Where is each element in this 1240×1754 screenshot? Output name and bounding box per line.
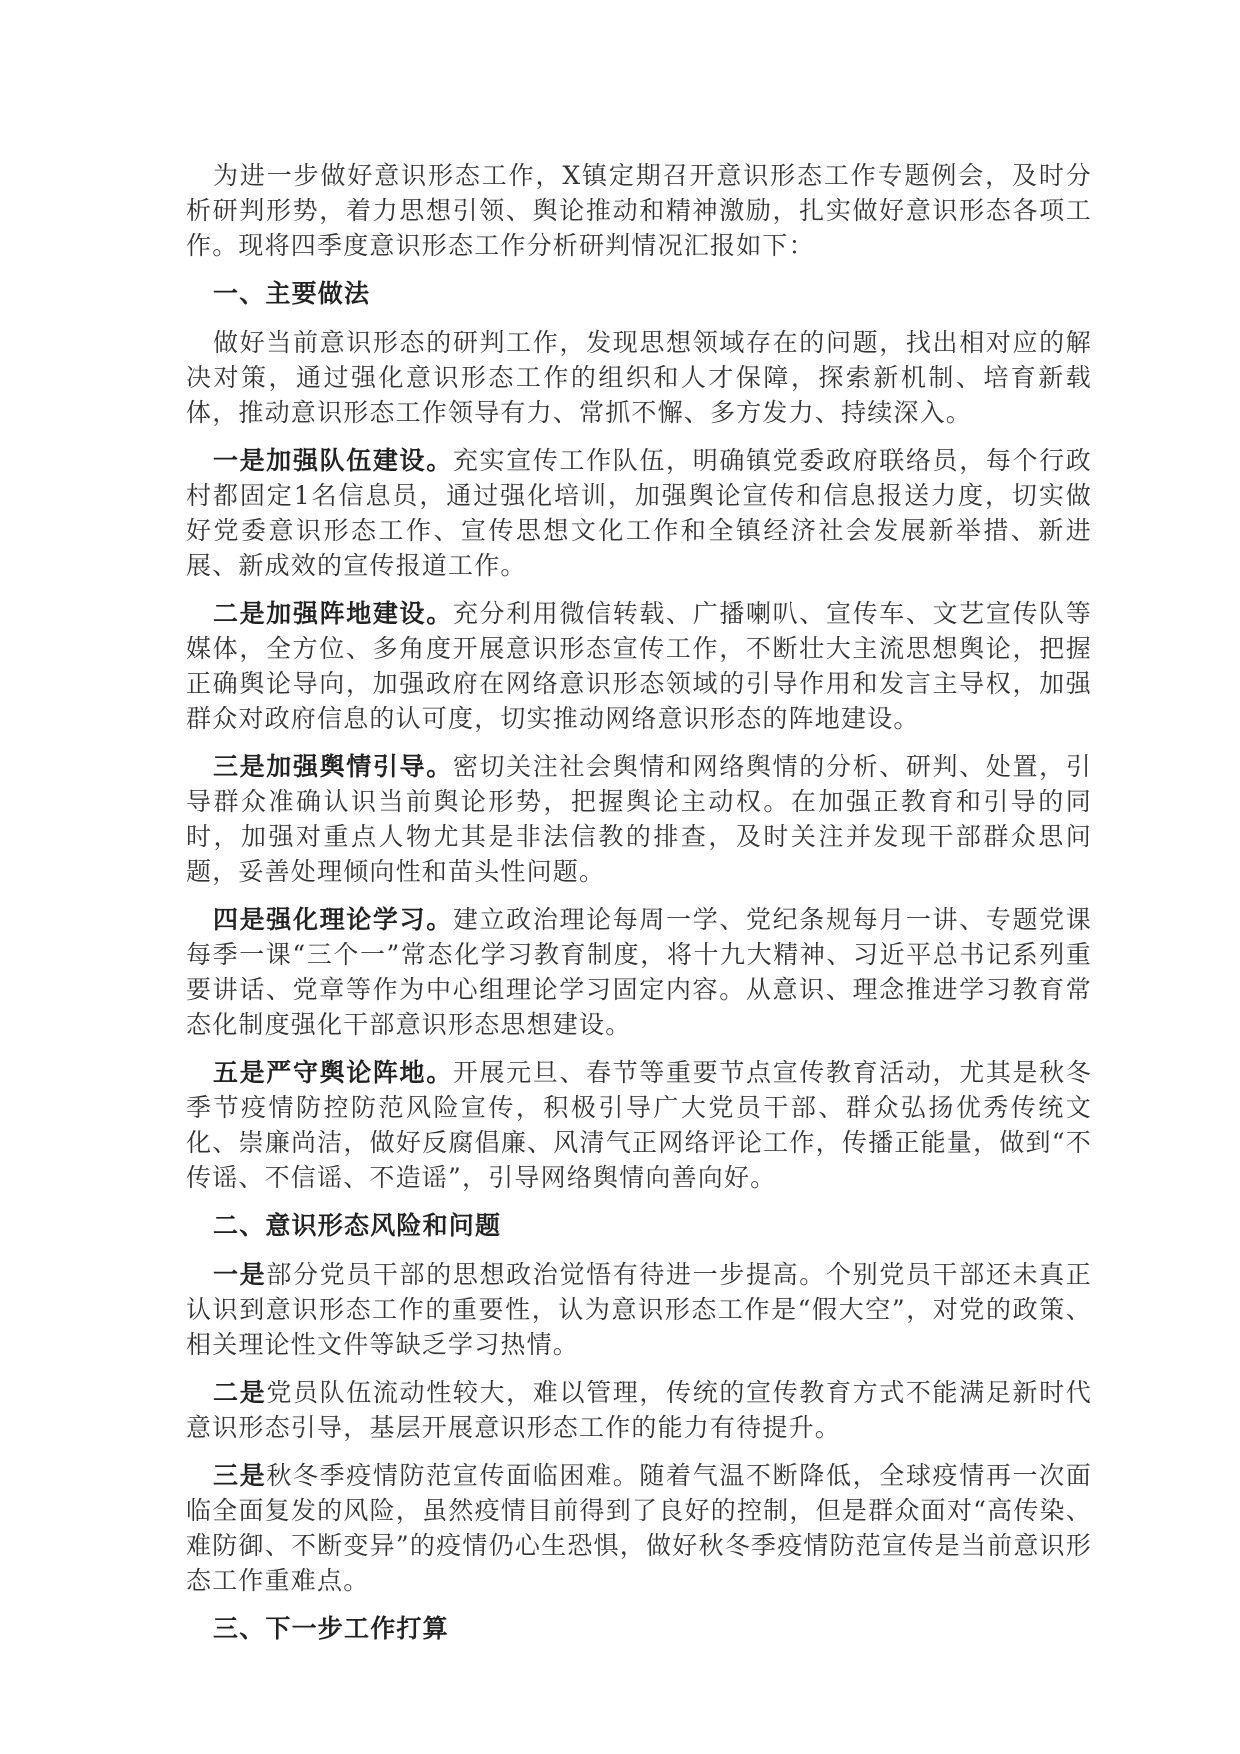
document-page [186, 158, 1092, 1660]
list-item [186, 902, 1092, 1042]
item-text: 秋冬季疫情防范宣传面临困难。随着气温不断降低，全球疫情再一次面临全面复发的风险，虽然疫情目前得到了良好的控制，但是群众面对“高传染、难防御、不断变异”的疫情仍心生恐惧，做好秋冬季疫情防范宣传是当前意识形态工作重难点。 [186, 1461, 1093, 1595]
item-text: 建立政治理论每周一学、党纪条规每月一讲、专题党课每季一课“三个一”常态化学习教育制度，将十九大精神、习近平总书记系列重要讲话、党章等作为中心组理论学习固定内容。从意识、理念推进学习教育常态化制度强化干部意识形态思想建设。 [186, 905, 1092, 1039]
list-item [186, 1458, 1092, 1598]
list-item [186, 1375, 1092, 1445]
item-text: 密切关注社会舆情和网络舆情的分析、研判、处置，引导群众准确认识当前舆论形势，把握舆论主动权。在加强正教育和引导的同时，加强对重点人物尤其是非法信教的排查，及时关注并发现干部群众思问题，妥善处理倾向性和苗头性问题。 [186, 752, 1092, 886]
item-text: 充实宣传工作队伍，明确镇党委政府联络员，每个行政村都固定1名信息员，通过强化培训，加强舆论宣传和信息报送力度，切实做好党委意识形态工作、宣传思想文化工作和全镇经济社会发展新举措、新进展、新成效的宣传报道工作。 [186, 446, 1092, 580]
section-heading: 一、主要做法 [213, 279, 371, 308]
item-lead: 五是严守舆论阵地。 [213, 1058, 453, 1087]
item-lead: 三是加强舆情引导。 [213, 752, 453, 781]
item-text: 党员队伍流动性较大，难以管理，传统的宣传教育方式不能满足新时代意识形态引导，基层开展意识形态工作的能力有待提升。 [186, 1378, 1093, 1442]
item-text: 开展元旦、春节等重要节点宣传教育活动，尤其是秋冬季节疫情防控防范风险宣传，积极引导广大党员干部、群众弘扬优秀传统文化、崇廉尚洁，做好反腐倡廉、风清气正网络评论工作，传播正能量，做到“不传谣、不信谣、不造谣”，引导网络舆情向善向好。 [186, 1058, 1092, 1192]
list-item [186, 443, 1092, 583]
item-lead: 一是加强队伍建设。 [213, 446, 453, 475]
list-item [186, 1257, 1092, 1362]
item-text: 充分利用微信转载、广播喇叭、宣传车、文艺宣传队等媒体，全方位、多角度开展意识形态宣传工作，不断壮大主流思想舆论，把握正确舆论导向，加强政府在网络意识形态领域的引导作用和发言主导权，加强群众对政府信息的认可度，切实推动网络意识形态的阵地建设。 [186, 599, 1092, 733]
item-lead: 一是 [213, 1260, 267, 1289]
section-heading: 二、意识形态风险和问题 [213, 1211, 502, 1240]
item-text: 部分党员干部的思想政治觉悟有待进一步提高。个别党员干部还未真正认识到意识形态工作的重要性，认为意识形态工作是“假大空”，对党的政策、相关理论性文件等缺乏学习热情。 [186, 1260, 1093, 1359]
item-lead: 三是 [213, 1461, 267, 1490]
section-summary: 做好当前意识形态的研判工作，发现思想领域存在的问题，找出相对应的解决对策，通过强化意识形态工作的组织和人才保障，探索新机制、培育新载体，推动意识形态工作领导有力、常抓不懈、多方发力、持续深入。 [186, 328, 1092, 427]
list-item [186, 1055, 1092, 1195]
section-heading: 三、下一步工作打算 [213, 1614, 449, 1643]
item-lead: 二是加强阵地建设。 [213, 599, 453, 628]
list-item [186, 596, 1092, 736]
intro-paragraph: 为进一步做好意识形态工作，X镇定期召开意识形态工作专题例会，及时分析研判形势，着力思想引领、舆论推动和精神激励，扎实做好意识形态各项工作。现将四季度意识形态工作分析研判情况汇报如下： [186, 161, 1092, 260]
list-item [186, 749, 1092, 889]
item-lead: 四是强化理论学习。 [213, 905, 453, 934]
item-lead: 二是 [213, 1378, 267, 1407]
